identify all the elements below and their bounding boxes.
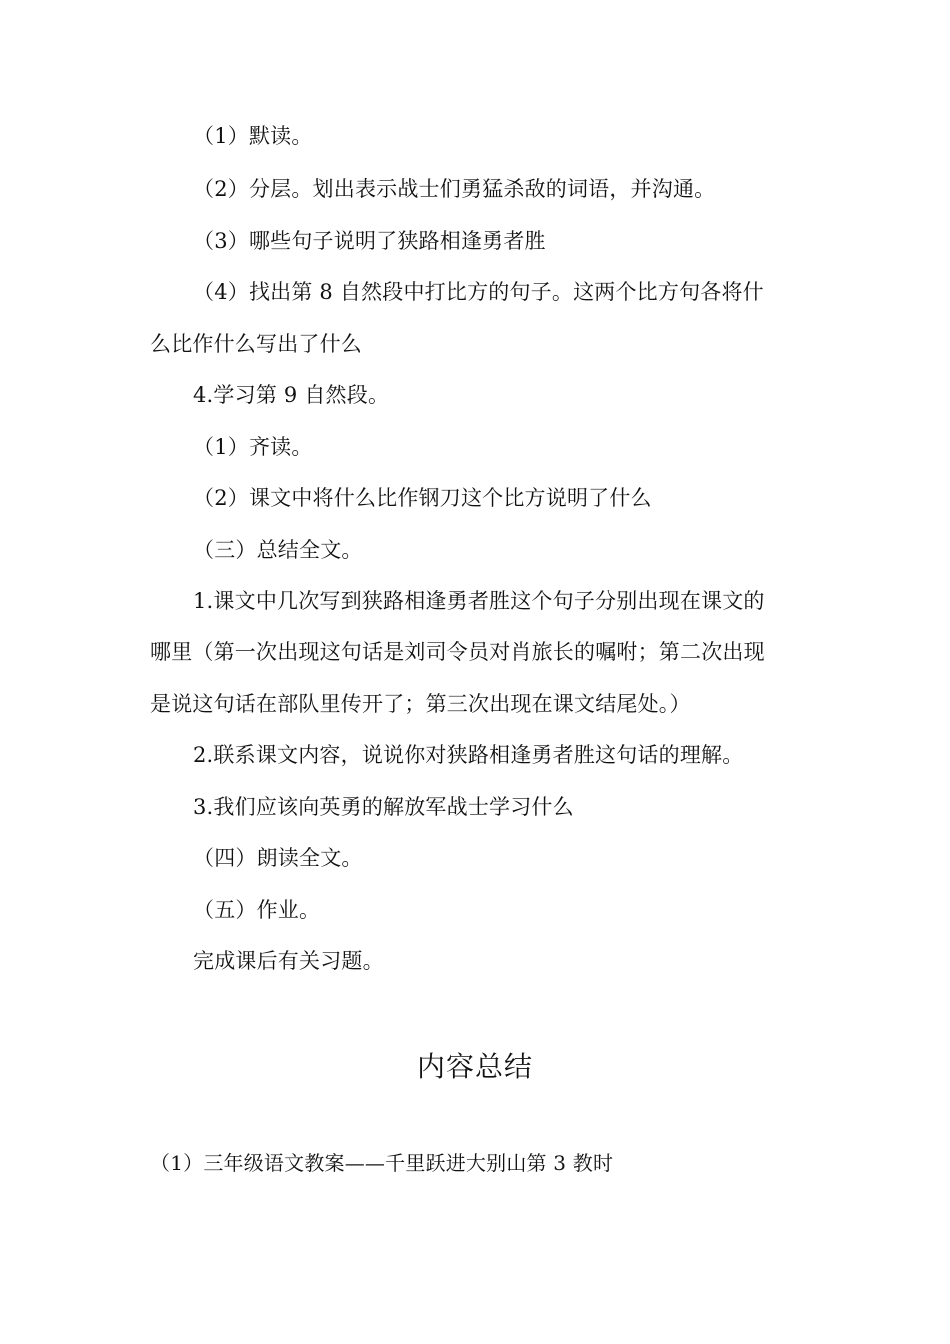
paragraph-line: 哪里（第一次出现这句话是刘司令员对肖旅长的嘱咐；第二次出现	[150, 640, 765, 664]
paragraph-line: （1）默读。	[193, 124, 313, 148]
summary-title: 内容总结	[416, 1050, 533, 1083]
paragraph-line: 1.课文中几次写到狭路相逢勇者胜这个句子分别出现在课文的	[193, 589, 765, 613]
paragraph-line: （2）课文中将什么比作钢刀这个比方说明了什么	[193, 486, 652, 510]
summary-item: （1）三年级语文教案——千里跃进大别山第 3 教时	[150, 1151, 614, 1175]
paragraph-line: 4.学习第 9 自然段。	[193, 383, 390, 407]
paragraph-line: 是说这句话在部队里传开了；第三次出现在课文结尾处。）	[150, 692, 691, 716]
paragraph-line: 3.我们应该向英勇的解放军战士学习什么	[193, 795, 574, 819]
paragraph-line: （4）找出第 8 自然段中打比方的句子。这两个比方句各将什	[193, 280, 764, 304]
paragraph-line: （五）作业。	[193, 898, 321, 922]
paragraph-line: （四）朗读全文。	[193, 846, 363, 870]
paragraph-line: 2.联系课文内容，说说你对狭路相逢勇者胜这句话的理解。	[193, 743, 744, 767]
paragraph-line: （1）齐读。	[193, 435, 313, 459]
paragraph-line: （3）哪些句子说明了狭路相逢勇者胜	[193, 229, 546, 253]
paragraph-line: 完成课后有关习题。	[193, 949, 384, 973]
paragraph-line: 么比作什么写出了什么	[150, 332, 362, 356]
paragraph-line: （三）总结全文。	[193, 538, 363, 562]
paragraph-line: （2）分层。划出表示战士们勇猛杀敌的词语，并沟通。	[193, 177, 716, 201]
